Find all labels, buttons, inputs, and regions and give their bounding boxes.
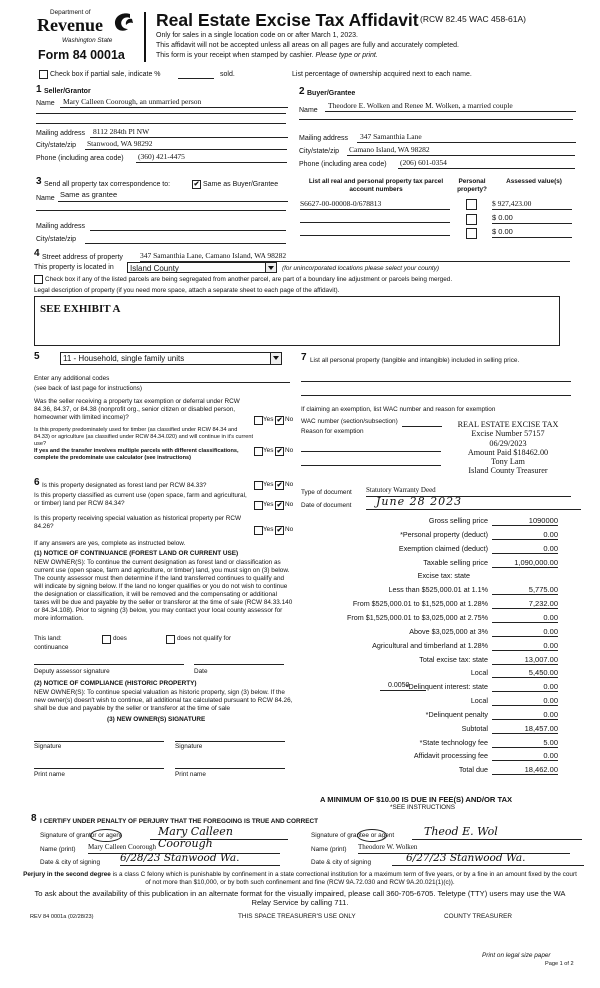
calc-label-9: Agricultural and timberland at 1.28% <box>372 641 488 650</box>
calc-value-6[interactable]: 7,232.00 <box>492 599 558 609</box>
personal-property-line-1[interactable] <box>301 380 571 382</box>
calc-value-2[interactable]: 0.00 <box>492 544 558 554</box>
personal-property-checkbox-1[interactable] <box>466 199 477 210</box>
section-3-name-field[interactable]: Same as grantee <box>58 190 288 202</box>
page-number: Page 1 of 2 <box>545 961 574 967</box>
grantee-signature[interactable]: Theod E. Wol <box>412 826 582 840</box>
this-land-label: This land: <box>34 635 62 642</box>
sold-label: sold. <box>220 71 235 78</box>
notice-2-heading: (2) NOTICE OF COMPLIANCE (HISTORIC PROPERTY) <box>34 680 197 687</box>
calc-value-13[interactable]: 0.00 <box>492 696 558 706</box>
certify-text: I CERTIFY UNDER PENALTY OF PERJURY THAT THE FOREGOING IS TRUE AND CORRECT <box>40 818 319 825</box>
calc-label-7: From $1,525,000.01 to $3,025,000 at 2.75% <box>346 613 488 622</box>
section-3-text: Send all property tax correspondence to: <box>44 181 171 188</box>
exemption-no-checkbox[interactable]: ✔ <box>276 417 283 424</box>
same-as-buyer-label: Same as Buyer/Grantee <box>203 181 279 188</box>
parcels-head-value: Assessed value(s) <box>506 178 562 185</box>
partial-sale-checkbox[interactable] <box>39 70 48 79</box>
historic-no-label: No <box>285 526 294 533</box>
forest-yes-label: Yes <box>263 481 274 488</box>
new-owner-print-2-label: Print name <box>175 771 206 778</box>
ada-notice: To ask about the availability of this publication in an alternate format for the visually impaired, please call 360-705-6705. Teletype (TTY) users may use the WA Relay Service by calling 711. <box>34 889 566 907</box>
section-3-mail-label: Mailing address <box>36 223 86 230</box>
historic-yes-label: Yes <box>263 526 274 533</box>
exemption-question: Was the seller receiving a property tax exemption or deferral under RCW 84.36, 84.37, or 84.38 (nonprofit org., senior citizen or disabled person, homeowner with limited income)? <box>34 398 240 421</box>
buyer-phone-label: Phone (including area code) <box>299 161 387 168</box>
seller-name-line-3 <box>36 122 286 124</box>
buyer-name-line-2 <box>299 118 573 120</box>
same-as-buyer-checkbox[interactable]: ✔ <box>193 181 200 188</box>
section-8-number: 8 <box>31 813 37 824</box>
calc-label-3: Taxable selling price <box>423 558 488 567</box>
timber-yes-checkbox[interactable] <box>254 447 263 456</box>
calc-label-5: Less than $525,000.01 at 1.1% <box>388 585 488 594</box>
calc-value-7[interactable]: 0.00 <box>492 613 558 623</box>
calc-label-11: Local <box>470 668 488 677</box>
treasurer-use-label: THIS SPACE TREASURER'S USE ONLY <box>238 913 356 920</box>
seller-name-label: Name <box>36 100 55 107</box>
new-owner-print-1-label: Print name <box>34 771 65 778</box>
current-use-no-checkbox[interactable]: ✔ <box>276 502 283 509</box>
calc-label-0: Gross selling price <box>428 516 488 525</box>
seller-name-field[interactable]: Mary Calleen Coorough, an unmarried person <box>60 97 288 108</box>
exemption-claim-label: If claiming an exemption, list WAC number and reason for exemption <box>301 406 496 413</box>
section-3-name-label: Name <box>36 195 55 202</box>
parcels-head-personal: Personal property? <box>457 178 487 193</box>
section-1-number: 1 <box>36 84 42 95</box>
seller-phone-field[interactable]: (360) 421-4475 <box>136 152 287 163</box>
land-use-select[interactable]: 11 - Household, single family units <box>60 352 282 365</box>
seller-name-line-2 <box>36 112 286 114</box>
county-note: (for unincorporated locations please select your county) <box>282 265 440 272</box>
timber-yes-label: Yes <box>263 447 274 454</box>
section-3-city-label: City/state/zip <box>36 236 77 243</box>
county-select[interactable]: Island County <box>127 262 277 273</box>
historic-no-checkbox[interactable]: ✔ <box>276 527 283 534</box>
header-line-3: This form is your receipt when stamped by cashier. Please type or print. <box>156 52 378 59</box>
personal-property-checkbox-2[interactable] <box>466 214 477 225</box>
grantee-sig-label: Signature of grantee or agent <box>311 832 395 839</box>
assessed-value-1[interactable]: $ 927,423.00 <box>492 199 572 210</box>
form-number: Form 84 0001a <box>38 48 125 62</box>
calc-value-1[interactable]: 0.00 <box>492 530 558 540</box>
legal-label: Legal description of property (if you need more space, attach a separate sheet to each page of the affidavit). <box>34 287 340 294</box>
grantee-date-field[interactable]: 6/27/23 Stanwood Wa. <box>392 852 584 866</box>
segregated-label: Check box if any of the listed parcels are being segregated from another parcel, are part of a boundary line adjustment or parcels being merged. <box>45 276 453 283</box>
reason-label: Reason for exemption <box>301 428 364 435</box>
exemption-yes-checkbox[interactable] <box>254 416 263 425</box>
new-owner-sig-2-label: Signature <box>175 743 203 750</box>
list-pct-label: List percentage of ownership acquired next to each name. <box>292 71 472 78</box>
section-4-number: 4 <box>34 248 40 259</box>
current-use-question: Is this property classified as current use (open space, farm and agricultural, or timber) land per RCW 84.34? <box>34 492 247 507</box>
parcel-number-2[interactable] <box>300 212 450 223</box>
forest-no-checkbox[interactable]: ✔ <box>276 482 283 489</box>
grantor-sig-label: Signature of grantor or agent <box>40 832 122 839</box>
forest-yes-checkbox[interactable] <box>254 481 263 490</box>
does-not-checkbox[interactable] <box>166 635 175 644</box>
stamp-line-3: 06/29/2023 <box>489 438 527 448</box>
deputy-date-line[interactable] <box>194 663 284 665</box>
reason-line-2[interactable] <box>301 464 441 466</box>
calc-value-9[interactable]: 0.00 <box>492 641 558 651</box>
calc-label-10: Total excise tax: state <box>419 655 488 664</box>
grantee-circle <box>357 829 387 842</box>
new-owner-print-1-line[interactable] <box>34 767 164 769</box>
buyer-name-label: Name <box>299 107 318 114</box>
does-checkbox[interactable] <box>102 635 111 644</box>
new-owner-sig-2-line[interactable] <box>175 740 285 742</box>
section-5-number: 5 <box>34 351 40 362</box>
header-line-2: This affidavit will not be accepted unless all areas on all pages are fully and accurately completed. <box>156 42 459 49</box>
seller-city-label: City/state/zip <box>36 142 77 149</box>
partial-sale-label: Check box if partial sale, indicate % <box>50 71 161 78</box>
deputy-sig-label: Deputy assessor signature <box>34 668 110 675</box>
calc-value-0[interactable]: 1090000 <box>492 516 558 526</box>
calc-label-18: Total due <box>458 765 488 774</box>
section-7-text: List all personal property (tangible and intangible) included in selling price. <box>310 357 520 364</box>
calc-label-4: Excise tax: state <box>417 571 470 580</box>
new-owner-print-2-line[interactable] <box>175 767 285 769</box>
forest-no-label: No <box>285 481 294 488</box>
calc-label-17: Affidavit processing fee <box>413 751 488 760</box>
notice-2-body: NEW OWNER(S): To continue special valuation as historic property, sign (3) below. If the new owner(s) doesn't wish to continue, all additional tax calculated pursuant to RCW 84.26, shall be due and payable by the seller or transferor at the time of sale <box>34 689 293 712</box>
timber-question: Is this property predominately used for timber (as classified under RCW 84.34 and 84.33) or agriculture (as classified under RCW 84.34.020) and will continue in it's current use? <box>34 427 254 447</box>
timber-no-label: No <box>285 447 294 454</box>
street-field[interactable]: 347 Samanthia Lane, Camano Island, WA 98282 <box>140 251 570 262</box>
section-7-number: 7 <box>301 352 307 363</box>
calc-value-10[interactable]: 13,007.00 <box>492 655 558 665</box>
treasurer-stamp <box>446 420 570 476</box>
reason-line-1[interactable] <box>301 450 441 452</box>
notice-1-heading: (1) NOTICE OF CONTINUANCE (FOREST LAND OR CURRENT USE) <box>34 550 239 557</box>
calc-label-1: *Personal property (deduct) <box>400 530 488 539</box>
calc-label-12: *Delinquent interest: state <box>405 682 488 691</box>
grantor-signature[interactable]: Mary Calleen Coorough <box>150 826 288 840</box>
calc-label-6: From $525,000.01 to $1,525,000 at 1.28% <box>352 599 488 608</box>
addl-codes-field[interactable] <box>130 373 290 383</box>
historic-yes-checkbox[interactable] <box>254 526 263 535</box>
chevron-down-icon[interactable] <box>265 263 276 272</box>
seller-phone-label: Phone (including area code) <box>36 155 124 162</box>
calc-value-3[interactable]: 1,090,000.00 <box>492 558 558 568</box>
doc-date-field[interactable]: June 28 2023 <box>366 496 581 510</box>
new-owner-sig-1-label: Signature <box>34 743 62 750</box>
partial-pct-line <box>178 70 214 79</box>
calc-value-14[interactable]: 0.00 <box>492 710 558 720</box>
calc-value-17[interactable]: 0.00 <box>492 751 558 761</box>
dept-label: Department of <box>50 9 91 16</box>
county-treasurer-label: COUNTY TREASURER <box>444 913 512 920</box>
local-rate-line <box>380 681 426 691</box>
buyer-city-field[interactable]: Camano Island, WA 98282 <box>347 145 575 156</box>
current-use-no-label: No <box>285 501 294 508</box>
stamp-line-2: Excise Number 57157 <box>471 429 545 439</box>
section-6-number: 6 <box>34 477 40 488</box>
calc-label-8: Above $3,025,000 at 3% <box>409 627 488 636</box>
calc-value-16[interactable]: 5.00 <box>492 738 558 748</box>
forest-question: Is this property designated as forest land per RCW 84.33? <box>42 482 207 489</box>
doc-type-label: Type of document <box>301 489 352 496</box>
notice-3-heading: (3) NEW OWNER(S) SIGNATURE <box>107 716 206 723</box>
buyer-mail-label: Mailing address <box>299 135 349 142</box>
section-2-number: 2 <box>299 86 305 97</box>
wac-label: WAC number (section/subsection) <box>301 418 398 425</box>
new-owner-sig-1-line[interactable] <box>34 740 164 742</box>
assessed-value-3[interactable]: $ 0.00 <box>492 227 572 238</box>
section-6-note: If any answers are yes, complete as instructed below. <box>34 540 186 547</box>
deputy-sig-line[interactable] <box>34 663 184 665</box>
buyer-heading: Buyer/Grantee <box>307 90 356 97</box>
form-title: Real Estate Excise Tax Affidavit <box>156 10 419 30</box>
grantee-date-label: Date & city of signing <box>311 859 372 866</box>
buyer-mail-field[interactable]: 347 Samanthia Lane <box>357 132 576 143</box>
perjury-notice: Perjury in the second degree is a class C felony which is punishable by confinement in a state correctional institution for a maximum term of five years, or by a fine in an amount fixed by the court of not more than $10,000, or by both such confinement and fine (RCW 9A.72.030 and RCW 9A.20.021(1)(c)). <box>23 871 577 886</box>
grantor-date-field[interactable]: 6/28/23 Stanwood Wa. <box>120 852 280 866</box>
buyer-city-label: City/state/zip <box>299 148 340 155</box>
doc-date-label: Date of document <box>301 502 352 509</box>
calc-label-14: *Delinquent penalty <box>425 710 488 719</box>
section-3-name-line-2 <box>36 209 286 211</box>
timber-no-checkbox[interactable]: ✔ <box>276 448 283 455</box>
seller-mail-label: Mailing address <box>36 130 86 137</box>
segregated-checkbox[interactable] <box>34 275 43 284</box>
seller-heading: Seller/Grantor <box>44 88 91 95</box>
section-3-mail-field[interactable] <box>90 220 286 231</box>
rev-number: REV 84 0001a (02/28/23) <box>30 914 94 920</box>
stamp-line-4: Amount Paid $18462.00 <box>467 447 549 457</box>
parcels-head-numbers: List all real and personal property tax parcel account numbers <box>308 178 444 193</box>
calc-value-8[interactable]: 0.00 <box>492 627 558 637</box>
minimum-notice: A MINIMUM OF $10.00 IS DUE IN FEE(S) AND/OR TAX <box>320 795 513 804</box>
section-3-city-field[interactable] <box>85 233 286 244</box>
dor-logo-icon <box>110 11 134 33</box>
section-3-number: 3 <box>36 176 42 187</box>
grantee-name-label: Name (print) <box>311 846 347 853</box>
buyer-phone-field[interactable]: (206) 601-0354 <box>398 158 575 169</box>
doc-type-field[interactable]: Statutory Warranty Deed <box>366 486 571 497</box>
exemption-no-label: No <box>285 416 294 423</box>
deputy-date-label: Date <box>194 668 208 675</box>
grantor-name-field[interactable]: Mary Calleen Coorough <box>88 843 280 854</box>
calc-label-2: Exemption claimed (deduct) <box>398 544 488 553</box>
parcel-number-1[interactable]: S6627-00-00008-0/678813 <box>300 199 450 210</box>
personal-property-checkbox-3[interactable] <box>466 228 477 239</box>
stamp-line-6: Island County Treasurer <box>468 466 548 476</box>
state-label: Washington State <box>62 37 113 44</box>
chevron-down-icon[interactable] <box>270 353 281 364</box>
calc-value-12[interactable]: 0.00 <box>492 682 558 692</box>
wac-field[interactable] <box>402 418 442 427</box>
assessed-value-2[interactable]: $ 0.00 <box>492 213 572 224</box>
current-use-yes-checkbox[interactable] <box>254 501 263 510</box>
grantor-date-label: Date & city of signing <box>40 859 101 866</box>
local-rate: 0.0050 <box>388 682 410 689</box>
timber-question-note: If yes and the transfer involves multiple parcels with different classifications, complete the predominate use calculator (see instructions) <box>34 448 239 461</box>
addl-codes-label: Enter any additional codes <box>34 375 110 382</box>
calc-label-16: *State technology fee <box>419 738 488 747</box>
calc-label-15: Subtotal <box>461 724 488 733</box>
see-instructions: *SEE INSTRUCTIONS <box>390 804 455 811</box>
stamp-line-1: REAL ESTATE EXCISE TAX <box>457 420 559 429</box>
exemption-yes-label: Yes <box>263 416 274 423</box>
historic-question: Is this property receiving special valuation as historical property per RCW 84.26? <box>34 515 242 530</box>
legal-description-text: SEE EXHIBIT A <box>40 303 121 315</box>
revenue-logo-text: Revenue <box>37 15 103 35</box>
grantor-name-label: Name (print) <box>40 846 76 853</box>
notice-1-body: NEW OWNER(S): To continue the current designation as forest land or classification as current use (open space, farm and agriculture, or timber) land, you must sign on (3) below. The county assessor must then determine if the land transferred continues to qualify and will indicate by signing below. If the land no longer qualifies or you do not wish to continue the designation or classification, it will be removed and the compensating or additional taxes will be due and payable by the seller or transferor at the time of sale (RCW 84.33.140 or 84.34.108). Prior to signing (3) below, you may contact your local county assessor for more information. <box>34 559 293 622</box>
buyer-name-field[interactable]: Theodore E. Wolken and Renee M. Wolken, a married couple <box>325 101 576 112</box>
stamp-line-5: Tony Lam <box>491 457 525 467</box>
print-legal-note: Print on legal size paper <box>482 952 551 959</box>
does-label: does <box>113 635 127 642</box>
calc-value-5[interactable]: 5,775.00 <box>492 585 558 595</box>
calc-value-15[interactable]: 18,457.00 <box>492 724 558 734</box>
calc-label-13: Local <box>470 696 488 705</box>
seller-city-field[interactable]: Stanwood, WA 98292 <box>85 139 287 150</box>
street-label: Street address of property <box>42 254 123 261</box>
calc-value-18[interactable]: 18,462.00 <box>492 765 558 775</box>
located-label: This property is located in <box>34 264 114 271</box>
header-divider <box>144 12 146 62</box>
current-use-yes-label: Yes <box>263 501 274 508</box>
personal-property-line-2[interactable] <box>301 394 571 396</box>
grantor-circle <box>90 829 122 842</box>
does-not-label: does not qualify for <box>177 635 231 642</box>
header-line-1: Only for sales in a single location code on or after March 1, 2023. <box>156 32 358 39</box>
form-rcw: (RCW 82.45 WAC 458-61A) <box>420 14 526 24</box>
parcel-number-3[interactable] <box>300 225 450 236</box>
addl-codes-note: (see back of last page for instructions) <box>34 385 142 392</box>
grantee-name-field[interactable]: Theodore W. Wolken <box>358 843 570 854</box>
continuance-label: continuance <box>34 644 69 651</box>
calc-value-11[interactable]: 5,450.00 <box>492 668 558 678</box>
seller-mail-field[interactable]: 8112 284th Pl NW <box>90 127 288 138</box>
